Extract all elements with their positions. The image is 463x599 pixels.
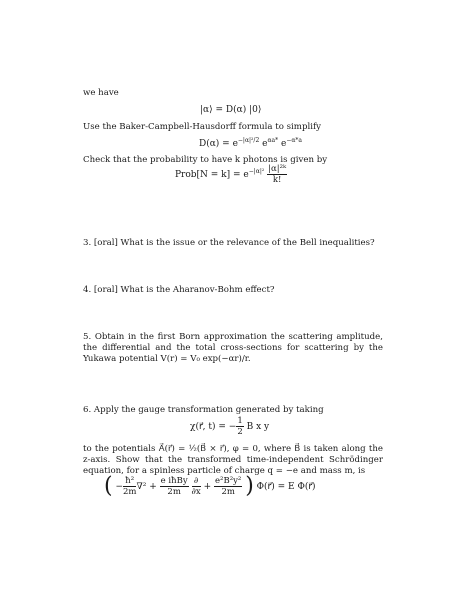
question-6-intro: 6. Apply the gauge transformation generated by taking	[83, 405, 324, 415]
question-3: 3. [oral] What is the issue or the relevance of the Bell inequalities?	[83, 238, 375, 248]
equation-gauge-function: χ(r⃗, t) = − $\frac{1}{2}$ B x y	[190, 416, 270, 437]
equation-displacement: $D(\alpha) = e^{-|\alpha|^2/2}$ $e^{\alpha a*}$ $e^{-\alpha*a}$	[199, 137, 302, 149]
question-6-body: to the potentials A⃗(r⃗) = ½(B⃗ × r⃗), φ = 0, where B⃗ is taken along the z-axis. Show that the transformed time-independent Schrödinger equation, for a spinless particle of charge q = −e and mass m, is	[83, 444, 383, 476]
text-bch: Use the Baker-Campbell-Hausdorff formula to simplify	[83, 122, 321, 132]
equation-coherent-state: |α⟩ = D(α) |0⟩	[200, 105, 262, 115]
question-4: 4. [oral] What is the Aharanov-Bohm effect?	[83, 285, 275, 295]
text-we-have: we have	[83, 88, 119, 98]
equation-probability: Prob[N = $k] = e^{-|\alpha|^2}$ $\frac{\text{|α|²ᵏ}}{k!}$	[175, 164, 287, 185]
equation-schrodinger: ( − $\frac{\text{ħ²}}{2m}$ ∇² + $\frac{\text{e iħBy}}{2m}$ $\frac{\partial}{\partial x}$ + $\frac{\text{e²B²y²}}{2m}$ ) Φ(r⃗) = E Φ(r⃗)	[104, 473, 316, 499]
question-5: 5. Obtain in the first Born approximation the scattering amplitude, the differential and the total cross-sections for scattering by the Yukawa potential V(r) = V₀ exp(−αr)/r.	[83, 332, 383, 364]
text-check: Check that the probability to have k photons is given by	[83, 155, 328, 165]
